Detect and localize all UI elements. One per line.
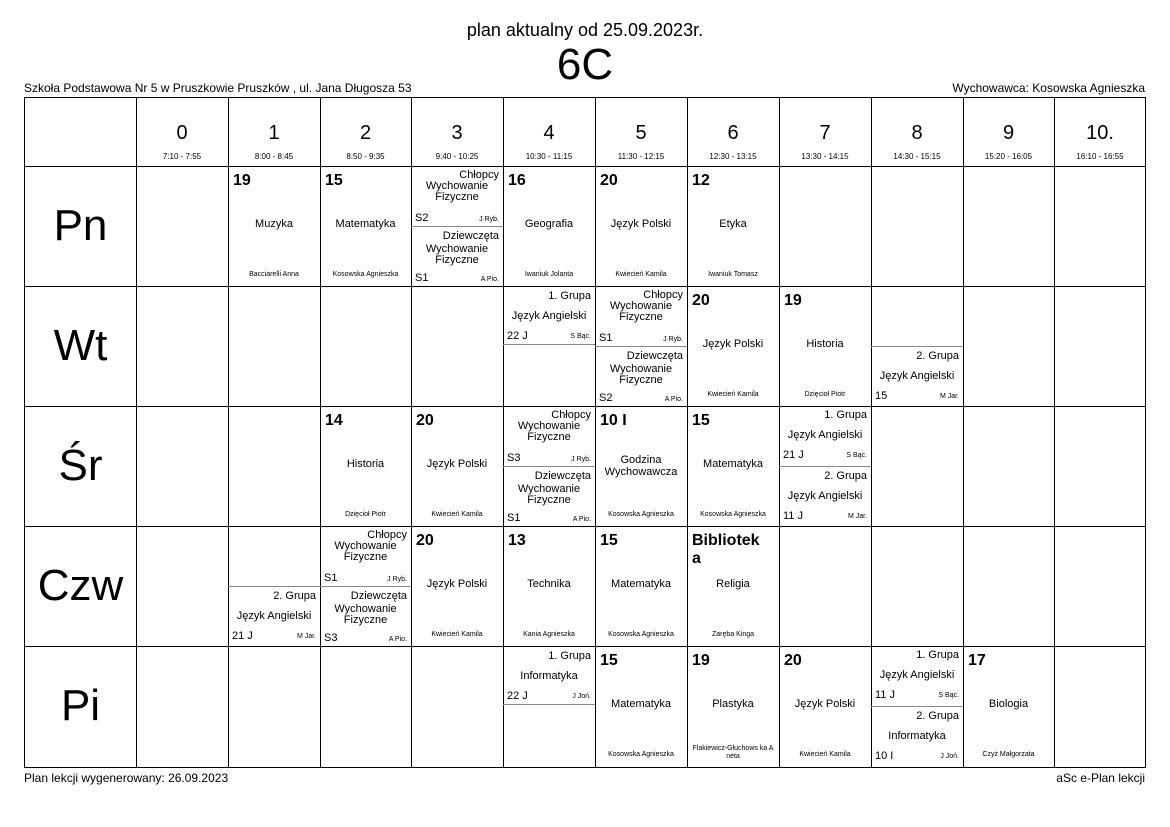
- period-header: [320, 98, 411, 166]
- lesson-group: Dziewczęta: [442, 230, 499, 242]
- lesson-cell[interactable]: [595, 526, 687, 646]
- lesson-teacher: Czyż Małgorzata: [982, 751, 1035, 758]
- lesson-subject: Wychowanie Fizyczne: [425, 243, 489, 266]
- lesson-teacher: A Pio.: [572, 516, 591, 523]
- lesson-group-cell[interactable]: [871, 646, 963, 706]
- lesson-room: 14: [325, 412, 343, 429]
- lesson-group: Chłopcy: [643, 289, 683, 301]
- lesson-subject: Język Angielski: [879, 370, 955, 382]
- lesson-cell[interactable]: [779, 646, 871, 766]
- period-time: 7:10 - 7:55: [162, 152, 202, 161]
- lesson-room: S1: [507, 512, 521, 524]
- lesson-teacher: Kwiecień Kamila: [799, 751, 851, 758]
- lesson-subject: Matematyka: [703, 458, 763, 470]
- lesson-room: S2: [599, 392, 613, 404]
- day-label: Śr: [58, 441, 103, 490]
- lesson-room: 19: [784, 292, 802, 309]
- lesson-room: S3: [324, 632, 338, 644]
- lesson-teacher: J Joń.: [572, 693, 591, 700]
- period-number: 2: [359, 122, 372, 144]
- period-number: 5: [635, 122, 647, 144]
- lesson-group: Dziewczęta: [350, 590, 407, 602]
- lesson-subject: Godzina Wychowawcza: [604, 454, 678, 478]
- lesson-subject: Etyka: [719, 218, 747, 230]
- lesson-teacher: A Pio.: [664, 396, 683, 403]
- lesson-subject: Język Angielski: [787, 490, 863, 502]
- lesson-subject: Biologia: [988, 698, 1029, 710]
- lesson-subject: Język Polski: [426, 458, 488, 470]
- lesson-cell[interactable]: [963, 646, 1054, 766]
- lesson-subject: Informatyka: [888, 730, 946, 742]
- lesson-subject: Plastyka: [712, 698, 754, 710]
- lesson-split-cell[interactable]: [320, 526, 411, 586]
- lesson-teacher: A Pio.: [388, 636, 407, 643]
- lesson-cell[interactable]: [595, 406, 687, 526]
- period-number: 4: [543, 122, 555, 144]
- lesson-teacher: Iwaniuk Tomasz: [708, 271, 758, 278]
- lesson-group: 1. Grupa: [824, 409, 867, 421]
- lesson-subject: Język Polski: [610, 218, 672, 230]
- lesson-group: 2. Grupa: [916, 350, 959, 362]
- lesson-room: 21 J: [783, 449, 804, 461]
- lesson-teacher: Kosowska Agnieszka: [700, 511, 766, 518]
- lesson-subject: Język Angielski: [511, 310, 587, 322]
- lesson-group: 1. Grupa: [916, 649, 959, 661]
- lesson-cell[interactable]: [687, 526, 779, 646]
- lesson-split-cell[interactable]: [503, 406, 595, 466]
- lesson-group: 2. Grupa: [916, 710, 959, 722]
- lesson-cell[interactable]: [687, 406, 779, 526]
- period-time: 10:30 - 11:15: [525, 152, 573, 161]
- group-divider: [503, 704, 595, 705]
- lesson-subject: Język Angielski: [787, 429, 863, 441]
- lesson-teacher: Dzięcioł Piotr: [804, 391, 846, 398]
- lesson-split-cell[interactable]: [411, 226, 503, 286]
- period-header: [136, 98, 228, 166]
- period-header: [1054, 98, 1146, 166]
- lesson-teacher: J Joń.: [940, 753, 959, 760]
- lesson-teacher: S Bąc.: [570, 333, 591, 340]
- day-label: Pn: [53, 201, 108, 250]
- period-header: [503, 98, 595, 166]
- lesson-room: 20: [600, 172, 618, 189]
- lesson-subject: Wychowanie Fizyczne: [334, 603, 397, 626]
- lesson-cell[interactable]: [687, 286, 779, 406]
- lesson-room: 15: [600, 652, 618, 669]
- lesson-room: 10 I: [600, 412, 627, 429]
- lesson-room: S2: [415, 212, 429, 224]
- lesson-room: S3: [507, 452, 521, 464]
- period-time: 11:30 - 12:15: [617, 152, 665, 161]
- plan-subtitle: plan aktualny od 25.09.2023r.: [466, 20, 704, 40]
- lesson-room: S1: [415, 272, 429, 284]
- lesson-room: 22 J: [507, 690, 528, 702]
- lesson-room: 22 J: [507, 330, 528, 342]
- lesson-subject: Informatyka: [520, 670, 578, 682]
- group-divider: [503, 344, 595, 345]
- period-number: 1: [268, 122, 280, 144]
- lesson-room: 11 J: [783, 510, 803, 522]
- lesson-group: Chłopcy: [551, 409, 591, 421]
- lesson-teacher: Kwiecień Kamila: [707, 391, 759, 398]
- period-header: [228, 98, 320, 166]
- period-time: 16:10 - 16:55: [1076, 152, 1124, 161]
- lesson-cell[interactable]: [228, 166, 320, 286]
- period-time: 8:50 - 9:35: [346, 152, 385, 161]
- lesson-subject: Wychowanie Fizyczne: [609, 363, 673, 386]
- lesson-split-cell[interactable]: [411, 166, 503, 226]
- lesson-room: 12: [692, 172, 710, 189]
- lesson-cell[interactable]: [411, 406, 503, 526]
- period-number: 3: [451, 122, 463, 144]
- lesson-group-cell[interactable]: [228, 586, 320, 646]
- lesson-group: Dziewczęta: [626, 350, 683, 362]
- period-header: [963, 98, 1054, 166]
- lesson-cell[interactable]: [687, 646, 779, 766]
- lesson-teacher: Kosowska Agnieszka: [608, 511, 674, 518]
- lesson-subject: Matematyka: [611, 578, 671, 590]
- lesson-group: 1. Grupa: [548, 650, 591, 662]
- lesson-teacher: Dzięcioł Piotr: [345, 511, 386, 518]
- lesson-group-cell[interactable]: [779, 406, 871, 466]
- period-time: 8:00 - 8:45: [254, 152, 294, 161]
- lesson-group-cell[interactable]: [503, 286, 595, 406]
- lesson-subject: Wychowanie Fizyczne: [517, 420, 581, 443]
- lesson-subject: Wychowanie Fizyczne: [517, 483, 581, 506]
- lesson-group: Chłopcy: [367, 529, 407, 541]
- period-header: [779, 98, 871, 166]
- lesson-group: 2. Grupa: [824, 470, 867, 482]
- lesson-subject: Wychowanie Fizyczne: [609, 300, 673, 323]
- lesson-teacher: M Jar.: [847, 513, 867, 520]
- lesson-room: 20: [416, 532, 434, 549]
- lesson-split-cell[interactable]: [503, 466, 595, 526]
- lesson-teacher: Kosowska Agnieszka: [608, 631, 674, 638]
- lesson-teacher: Iwaniuk Jolanta: [524, 271, 574, 278]
- period-number: 7: [819, 122, 831, 144]
- lesson-subject: Historia: [346, 458, 385, 470]
- lesson-subject: Wychowanie Fizyczne: [425, 180, 489, 203]
- lesson-teacher: Kosowska Agnieszka: [608, 751, 674, 758]
- timetable-grid: [24, 97, 1146, 768]
- lesson-room: 11 J: [875, 689, 895, 701]
- period-time: 15:20 - 16:05: [984, 152, 1033, 161]
- lesson-subject: Język Polski: [794, 698, 856, 710]
- day-label: Pi: [60, 681, 101, 730]
- grid-divider: [1054, 98, 1055, 767]
- lesson-teacher: A Pio.: [480, 276, 499, 283]
- lesson-teacher: Zaręba Kinga: [711, 631, 755, 638]
- lesson-teacher: J Ryb.: [387, 576, 407, 583]
- period-header: [411, 98, 503, 166]
- lesson-room: S1: [599, 332, 613, 344]
- lesson-subject: Technika: [527, 578, 571, 590]
- lesson-cell[interactable]: [320, 406, 411, 526]
- lesson-teacher: Bacciarelli Anna: [249, 271, 299, 278]
- lesson-room: Bibliotek a: [692, 532, 760, 567]
- lesson-room: 20: [692, 292, 710, 309]
- lesson-subject: Język Polski: [702, 338, 764, 350]
- period-number: 6: [727, 122, 739, 144]
- lesson-cell[interactable]: [503, 526, 595, 646]
- period-time: 12:30 - 13:15: [709, 152, 757, 161]
- lesson-teacher: M Jar.: [296, 633, 316, 640]
- lesson-split-cell[interactable]: [595, 286, 687, 346]
- lesson-subject: Język Polski: [426, 578, 488, 590]
- period-header: [871, 98, 963, 166]
- lesson-subject: Matematyka: [611, 698, 671, 710]
- lesson-subject: Matematyka: [335, 218, 396, 230]
- lesson-subject: Geografia: [524, 218, 574, 230]
- lesson-room: 15: [325, 172, 343, 189]
- lesson-teacher: Kwiecień Kamila: [431, 631, 483, 638]
- lesson-teacher: J Ryb.: [571, 456, 591, 463]
- lesson-subject: Muzyka: [255, 218, 293, 230]
- period-number: 10.: [1086, 122, 1114, 144]
- lesson-group-cell[interactable]: [871, 706, 963, 766]
- lesson-subject: Religia: [716, 578, 750, 590]
- lesson-cell[interactable]: [320, 166, 411, 286]
- lesson-group: Dziewczęta: [534, 470, 591, 482]
- lesson-room: 20: [784, 652, 802, 669]
- lesson-room: 10 I: [875, 750, 894, 762]
- lesson-group: Chłopcy: [459, 169, 499, 181]
- lesson-split-cell[interactable]: [595, 346, 687, 406]
- lesson-group: 1. Grupa: [548, 290, 591, 302]
- lesson-cell[interactable]: [411, 526, 503, 646]
- period-time: 13:30 - 14:15: [801, 152, 849, 161]
- lesson-teacher: J Ryb.: [663, 336, 683, 343]
- class-title: 6C: [556, 40, 614, 89]
- lesson-cell[interactable]: [779, 286, 871, 406]
- lesson-cell[interactable]: [595, 166, 687, 286]
- lesson-room: 19: [233, 172, 251, 189]
- lesson-room: 15: [875, 390, 888, 402]
- period-number: 0: [176, 122, 188, 144]
- lesson-split-cell[interactable]: [320, 586, 411, 646]
- lesson-room: 15: [600, 532, 618, 549]
- lesson-teacher: Flakiewicz-Głuchows ka Aneta: [692, 745, 774, 760]
- lesson-subject: Język Angielski: [879, 669, 955, 681]
- lesson-group-cell[interactable]: [503, 646, 595, 766]
- lesson-group-cell[interactable]: [779, 466, 871, 526]
- lesson-cell[interactable]: [595, 646, 687, 766]
- period-time: 9:40 - 10:25: [435, 152, 479, 161]
- lesson-room: 20: [416, 412, 434, 429]
- lesson-teacher: J Ryb.: [479, 216, 499, 223]
- lesson-group-cell[interactable]: [871, 346, 963, 406]
- class-teacher: Wychowawca: Kosowska Agnieszka: [952, 81, 1145, 95]
- period-number: 9: [1002, 122, 1015, 144]
- period-header: [595, 98, 687, 166]
- lesson-room: 21 J: [232, 630, 253, 642]
- lesson-teacher: Kwiecień Kamila: [615, 271, 667, 278]
- lesson-teacher: S Bąc.: [846, 452, 867, 459]
- period-header: [687, 98, 779, 166]
- lesson-room: 16: [508, 172, 526, 189]
- app-credit: aSc e-Plan lekcji: [1056, 771, 1145, 785]
- lesson-room: 19: [692, 652, 710, 669]
- lesson-teacher: Kania Agnieszka: [523, 631, 575, 638]
- lesson-subject: Historia: [806, 338, 844, 350]
- lesson-cell[interactable]: [687, 166, 779, 286]
- day-label: Wt: [53, 321, 108, 370]
- lesson-subject: Wychowanie Fizyczne: [334, 540, 397, 563]
- grid-divider: [136, 98, 137, 767]
- school-name: Szkoła Podstawowa Nr 5 w Pruszkowie Pruszków , ul. Jana Długosza 53: [24, 81, 412, 95]
- lesson-teacher: S Bąc.: [938, 692, 959, 699]
- lesson-cell[interactable]: [503, 166, 595, 286]
- lesson-room: 17: [968, 652, 986, 669]
- lesson-teacher: Kosowska Agnieszka: [332, 271, 399, 278]
- lesson-room: S1: [324, 572, 338, 584]
- day-label: Czw: [37, 561, 124, 610]
- lesson-subject: Język Angielski: [236, 610, 312, 622]
- lesson-room: 15: [692, 412, 710, 429]
- lesson-group: 2. Grupa: [273, 590, 316, 602]
- generated-date: Plan lekcji wygenerowany: 26.09.2023: [24, 771, 229, 785]
- period-time: 14:30 - 15:15: [893, 152, 941, 161]
- lesson-teacher: Kwiecień Kamila: [431, 511, 483, 518]
- lesson-teacher: M Jar.: [939, 393, 959, 400]
- period-number: 8: [911, 122, 923, 144]
- lesson-room: 13: [508, 532, 526, 549]
